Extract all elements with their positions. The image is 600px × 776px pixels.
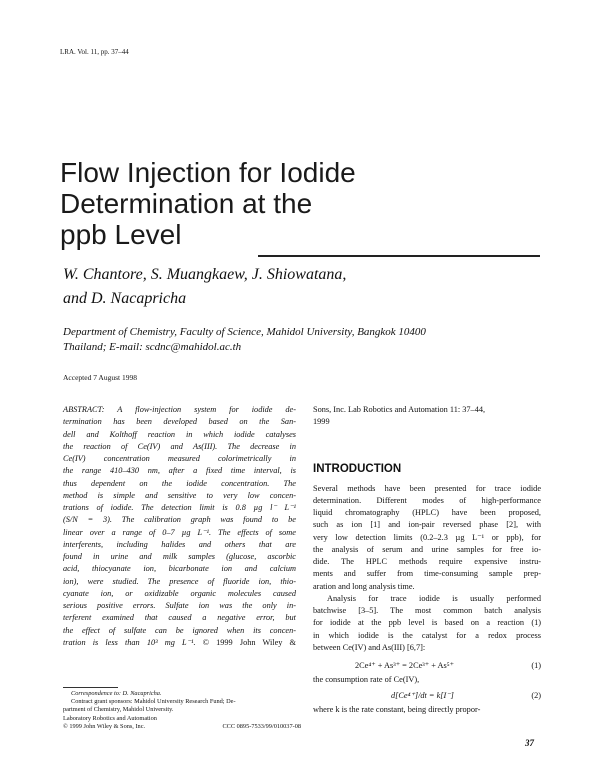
abstract-line: acid, thiocyanate ion, bicarbonate ion and calcium bbox=[63, 564, 296, 574]
equation-2 bbox=[313, 690, 541, 704]
intro-line: aration and long analysis time. bbox=[313, 581, 415, 591]
abstract-last-upright: © 1999 John Wiley & bbox=[195, 637, 297, 647]
footnote-line: partment of Chemistry, Mahidol University. bbox=[63, 706, 174, 714]
abstract-line: ABSTRACT: A flow-injection system for iodide de- bbox=[63, 405, 296, 414]
authors-line: and D. Nacapricha bbox=[63, 290, 187, 307]
abstract-line: Ce(IV) concentration measured colorimetrically in bbox=[63, 454, 296, 463]
intro-line: ments and suffer from time-consuming sample prep- bbox=[313, 569, 541, 579]
intro-line: the analysis of serum and urine samples for free io- bbox=[313, 544, 541, 554]
abstract-continuation-line: Sons, Inc. Lab Robotics and Automation 11: 37–44, bbox=[313, 405, 486, 414]
left-column bbox=[63, 404, 296, 649]
intro-line: Several methods have been presented for trace iodide bbox=[313, 483, 541, 493]
equation-1 bbox=[313, 660, 541, 674]
title-rule bbox=[258, 255, 540, 257]
intro-line: liquid chromatography (HPLC) have been proposed, bbox=[313, 508, 541, 517]
intro-line: in which iodide is the catalyst for a redox process bbox=[313, 630, 541, 640]
equation-2-number: (2) bbox=[531, 691, 541, 701]
intro-line: the consumption rate of Ce(IV), bbox=[313, 675, 420, 684]
footnote-rule bbox=[63, 687, 118, 688]
page-number: 37 bbox=[525, 738, 534, 748]
abstract-last-italic: tration is less than 10³ mg L⁻¹. bbox=[63, 637, 196, 647]
abstract-line: cyanate ion, or oxidizable organic molecules caused bbox=[63, 588, 296, 598]
footnote-line: Contract grant sponsors: Mahidol University Research Fund; De- bbox=[71, 698, 236, 706]
intro-line: Analysis for trace iodide is usually performed bbox=[327, 593, 541, 603]
footnote-line: Correspondence to: D. Nacapricha. bbox=[71, 690, 162, 697]
article-title bbox=[60, 157, 460, 250]
affiliation-line: Thailand; E-mail: scdnc@mahidol.ac.th bbox=[63, 341, 242, 353]
authors bbox=[63, 263, 533, 311]
abstract-line: the range 410–430 nm, after a fixed time interval, is bbox=[63, 466, 296, 476]
abstract-line: found in urine and milk samples (glucose, ascorbic bbox=[63, 552, 296, 561]
title-line: Flow Injection for Iodide bbox=[60, 157, 356, 188]
footnote-ccc: CCC 0895-7533/99/010037-08 bbox=[222, 722, 301, 730]
abstract-line: serious positive errors. Sulfate ion was the only in- bbox=[63, 601, 296, 610]
authors-line: W. Chantore, S. Muangkaew, J. Shiowatana, bbox=[63, 266, 347, 283]
equation-1-text: 2Ce⁴⁺ + As³⁺ = 2Ce³⁺ + As⁵⁺ bbox=[355, 661, 455, 670]
intro-line: very low detection limits (0.2–2.3 µg L⁻¹ or ppb), for bbox=[313, 532, 541, 542]
abstract-line: method is simple and sensitive to very low concen- bbox=[63, 490, 296, 500]
abstract bbox=[63, 404, 296, 649]
abstract-line: (S/N = 3). The calibration graph was found to be bbox=[63, 515, 296, 525]
section-heading: INTRODUCTION bbox=[313, 462, 402, 475]
intro-line: dide. The HPLC methods require expensive instru- bbox=[313, 557, 541, 566]
abstract-continuation-line: 1999 bbox=[313, 417, 330, 427]
abstract-line: linear over a range of 0–7 µg L⁻¹. The effects of some bbox=[63, 527, 296, 537]
abstract-line: thus dependent on the iodide concentration. The bbox=[63, 478, 296, 488]
intro-line: for iodide at the ppb level is based on a reaction (1) bbox=[313, 618, 541, 628]
intro-line: determination. Different modes of high-performance bbox=[313, 495, 541, 505]
accepted-date: Accepted 7 August 1998 bbox=[63, 373, 137, 382]
title-line: Determination at the bbox=[60, 188, 313, 219]
affiliation bbox=[63, 325, 533, 355]
running-head: LRA. Vol. 11, pp. 37–44 bbox=[60, 48, 129, 56]
right-column bbox=[313, 404, 541, 717]
abstract-line bbox=[63, 637, 296, 649]
footnote-line: Laboratory Robotics and Automation bbox=[63, 714, 157, 722]
equation-1-number: (1) bbox=[531, 661, 541, 670]
equation-2-text: d[Ce⁴⁺]/dt = k[I⁻] bbox=[391, 691, 454, 701]
abstract-line: termination has been developed based on the San- bbox=[63, 417, 296, 427]
abstract-line: ion), were studied. The presence of fluoride ion, thio- bbox=[63, 576, 296, 586]
abstract-line: trations of iodide. The detection limit is 0.8 µg l⁻ L⁻¹ bbox=[63, 503, 296, 512]
intro-line: between Ce(IV) and As(III) [6,7]: bbox=[313, 642, 426, 652]
abstract-line: interferents, including halides and others that are bbox=[63, 539, 296, 549]
abstract-line: the reaction of Ce(IV) and As(III). The decrease in bbox=[63, 441, 296, 451]
title-line: ppb Level bbox=[60, 219, 182, 250]
intro-line: where k is the rate constant, being directly propor- bbox=[313, 705, 481, 715]
abstract-line: terferent examined that caused a negative error, but bbox=[63, 613, 296, 623]
intro-line: batchwise [3–5]. The most common batch analysis bbox=[313, 606, 541, 615]
footnote-copyright: © 1999 John Wiley & Sons, Inc. bbox=[63, 722, 146, 730]
footnotes bbox=[63, 687, 301, 731]
abstract-line: the effect of sulfate can be ignored when its concen- bbox=[63, 625, 296, 635]
abstract-line: dell and Kolthoff reaction in which iodide catalyses bbox=[63, 429, 296, 439]
affiliation-line: Department of Chemistry, Faculty of Science, Mahidol University, Bangkok 10400 bbox=[63, 326, 426, 338]
intro-line: such as ion [1] and ion-pair reversed phase [2], with bbox=[313, 520, 541, 530]
footnote-copyright-line bbox=[63, 723, 301, 731]
